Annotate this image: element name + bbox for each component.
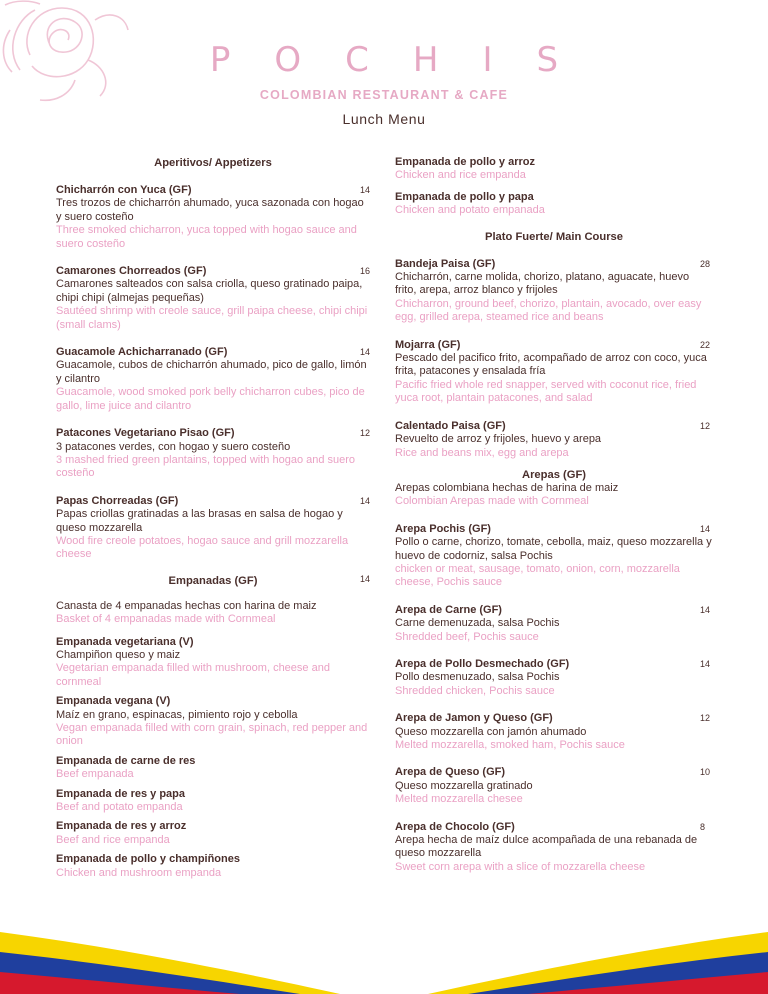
item-translation: Sautéed shrimp with creole sauce, grill paipa cheese, chipi chipi (small clams) bbox=[56, 305, 368, 331]
item-translation: Colombian Arepas made with Cornmeal bbox=[395, 495, 589, 508]
item-translation: Chicharron, ground beef, chorizo, plantain, avocado, over easy egg, grilled arepa, steamed rice and beans bbox=[395, 297, 702, 324]
menu-item bbox=[56, 265, 370, 332]
item-translation: Three smoked chicharron, yuca topped with hogao sauce and suero costeño bbox=[56, 224, 357, 250]
item-price: 14 bbox=[360, 347, 371, 358]
item-name: Arepa de Pollo Desmechado (GF) bbox=[395, 657, 570, 670]
item-price: 14 bbox=[700, 604, 711, 615]
item-name: Patacones Vegetariano Pisao (GF) bbox=[56, 427, 235, 440]
item-description: Guacamole, cubos de chicharrón ahumado, pico de gallo, limón y cilantro bbox=[56, 359, 367, 385]
item-price: 28 bbox=[700, 258, 711, 269]
item-description: Arepa hecha de maíz dulce acompañada de una rebanada de queso mozzarella bbox=[395, 834, 698, 860]
item-name: Chicharrón con Yuca (GF) bbox=[56, 184, 192, 196]
menu-item bbox=[56, 427, 370, 481]
item-description: Maíz en grano, espinacas, pimiento rojo y cebolla bbox=[56, 708, 298, 721]
item-description: Pollo desmenuzado, salsa Pochis bbox=[395, 671, 560, 684]
item-translation: chicken or meat, sausage, tomato, onion, corn, mozzarella cheese, Pochis sauce bbox=[395, 562, 680, 589]
brand-subtitle: COLOMBIAN RESTAURANT & CAFE bbox=[259, 88, 509, 102]
item-price: 14 bbox=[700, 658, 711, 669]
empanadas-intro bbox=[56, 600, 370, 627]
item-description: Chicharrón, carne molida, chorizo, platano, aguacate, huevo frito, arepa, arroz blanco y frijoles bbox=[395, 271, 690, 297]
item-price: 12 bbox=[700, 713, 711, 724]
item-description: Canasta de 4 empanadas hechas con harina de maiz bbox=[56, 599, 317, 612]
item-name: Arepa de Queso (GF) bbox=[395, 766, 506, 779]
empanadas-header bbox=[56, 574, 370, 588]
item-price: 14 bbox=[360, 495, 371, 506]
item-translation: Pacific fried whole red snapper, served with coconut rice, fried yuca root, plantain patacones, and salad bbox=[395, 378, 697, 405]
item-translation: Melted mozzarella, smoked ham, Pochis sauce bbox=[395, 739, 625, 751]
menu-item bbox=[56, 820, 370, 847]
item-description: Carne demenuzada, salsa Pochis bbox=[395, 617, 560, 630]
menu-item bbox=[56, 495, 370, 562]
menu-item bbox=[56, 184, 370, 251]
item-translation: Wood fire creole potatoes, hogao sauce and grill mozzarella cheese bbox=[56, 534, 349, 561]
menu-title: Lunch Menu bbox=[342, 111, 426, 127]
item-description: Pollo o carne, chorizo, tomate, cebolla, maiz, queso mozzarella y huevo de codorniz, salsa Pochis bbox=[395, 536, 712, 562]
menu-item bbox=[56, 636, 370, 690]
item-price: 12 bbox=[360, 428, 371, 439]
arepas-intro bbox=[395, 482, 713, 509]
item-name: Empanada de carne de res bbox=[56, 754, 196, 767]
item-translation: Beef and rice empanda bbox=[56, 833, 170, 846]
item-translation: Shredded chicken, Pochis sauce bbox=[395, 684, 555, 697]
item-name: Empanada de res y papa bbox=[56, 787, 185, 800]
item-price: 16 bbox=[360, 266, 371, 277]
menu-item bbox=[395, 420, 713, 460]
item-price: 14 bbox=[360, 185, 371, 195]
item-translation: Beef empanada bbox=[56, 768, 134, 781]
menu-item bbox=[56, 853, 370, 880]
item-price: 14 bbox=[700, 523, 711, 534]
menu-item bbox=[395, 156, 713, 183]
item-price: 12 bbox=[700, 420, 711, 431]
item-translation: Vegan empanada filled with corn grain, spinach, red pepper and onion bbox=[56, 722, 368, 748]
item-description: Tres trozos de chicharrón ahumado, yuca sazonada con hogao y suero costeño bbox=[56, 197, 364, 223]
item-description: Camarones salteados con salsa criolla, queso gratinado paipa, chipi chipi (almejas pequeñas) bbox=[56, 278, 363, 304]
menu-item bbox=[395, 766, 713, 806]
item-translation: Basket of 4 empanadas made with Cornmeal bbox=[56, 613, 276, 626]
item-translation: Chicken and rice empanda bbox=[395, 169, 526, 182]
empanadas-heading: Empanadas (GF) bbox=[168, 574, 258, 587]
item-description: Papas criollas gratinadas a las brasas en salsa de hogao y queso mozzarella bbox=[56, 508, 343, 534]
item-description: Queso mozzarella gratinado bbox=[395, 779, 533, 792]
main-course-heading: Plato Fuerte/ Main Course bbox=[484, 230, 623, 243]
item-name: Empanada de res y arroz bbox=[56, 820, 187, 833]
item-price: 8 bbox=[700, 821, 706, 832]
menu-item bbox=[56, 788, 370, 815]
appetizers-heading: Aperitivos/ Appetizers bbox=[154, 157, 272, 169]
menu-item bbox=[56, 346, 370, 413]
item-name: Empanada vegana (V) bbox=[56, 695, 171, 708]
item-description: Revuelto de arroz y frijoles, huevo y arepa bbox=[395, 433, 602, 446]
item-description: Pescado del pacifico frito, acompañado de arroz con coco, yuca frita, patacones y ensalada fría bbox=[395, 352, 707, 378]
item-translation: Guacamole, wood smoked pork belly chicharron cubes, pico de gallo, lime juice and cilantro bbox=[56, 386, 365, 412]
item-description: 3 patacones verdes, con hogao y suero costeño bbox=[56, 440, 291, 453]
menu-item bbox=[395, 339, 713, 406]
item-price: 22 bbox=[700, 339, 711, 350]
menu-item bbox=[56, 755, 370, 782]
item-name: Papas Chorreadas (GF) bbox=[56, 494, 179, 507]
item-description: Queso mozzarella con jamón ahumado bbox=[395, 725, 587, 738]
right-column bbox=[395, 156, 713, 874]
menu-item bbox=[395, 523, 713, 590]
item-name: Empanada de pollo y champiñones bbox=[56, 853, 240, 866]
item-name: Empanada vegetariana (V) bbox=[56, 635, 194, 648]
item-translation: Shredded beef, Pochis sauce bbox=[395, 630, 539, 643]
item-translation: Beef and potato empanda bbox=[56, 801, 183, 814]
item-translation: Chicken and mushroom empanda bbox=[56, 866, 222, 879]
item-name: Empanada de pollo y papa bbox=[395, 190, 534, 203]
brand-name: POCHIS bbox=[209, 40, 603, 80]
item-translation: Melted mozzarella chesee bbox=[395, 793, 523, 806]
item-name: Camarones Chorreados (GF) bbox=[56, 265, 207, 278]
item-description: Arepas colombiana hechas de harina de maiz bbox=[395, 481, 619, 494]
menu-item bbox=[56, 695, 370, 749]
empanadas-price: 14 bbox=[360, 573, 371, 584]
item-name: Arepa Pochis (GF) bbox=[395, 522, 491, 535]
arepas-heading: Arepas (GF) bbox=[521, 468, 587, 481]
item-name: Empanada de pollo y arroz bbox=[395, 156, 535, 168]
item-translation: 3 mashed fried green plantains, topped with hogao and suero costeño bbox=[56, 453, 356, 480]
item-translation: Rice and beans mix, egg and arepa bbox=[395, 446, 569, 459]
menu-item bbox=[395, 821, 713, 875]
item-translation: Chicken and potato empanada bbox=[395, 204, 545, 217]
item-description: Champiñon queso y maiz bbox=[56, 648, 181, 661]
item-price: 10 bbox=[700, 767, 711, 778]
menu-item bbox=[395, 658, 713, 698]
menu-item bbox=[395, 258, 713, 325]
item-name: Arepa de Chocolo (GF) bbox=[395, 820, 515, 833]
menu-item bbox=[395, 191, 713, 218]
left-column bbox=[56, 156, 370, 880]
item-name: Mojarra (GF) bbox=[395, 338, 461, 351]
item-translation: Sweet corn arepa with a slice of mozzarella cheese bbox=[395, 860, 646, 873]
item-translation: Vegetarian empanada filled with mushroom, cheese and cornmeal bbox=[56, 662, 330, 688]
menu-item bbox=[395, 712, 713, 752]
item-name: Calentado Paisa (GF) bbox=[395, 419, 506, 432]
item-name: Arepa de Carne (GF) bbox=[395, 603, 502, 616]
item-name: Guacamole Achicharranado (GF) bbox=[56, 346, 228, 359]
menu-item bbox=[395, 604, 713, 644]
item-name: Bandeja Paisa (GF) bbox=[395, 257, 496, 270]
colombian-flag-ribbon-icon bbox=[0, 920, 768, 994]
item-name: Arepa de Jamon y Queso (GF) bbox=[395, 712, 553, 725]
